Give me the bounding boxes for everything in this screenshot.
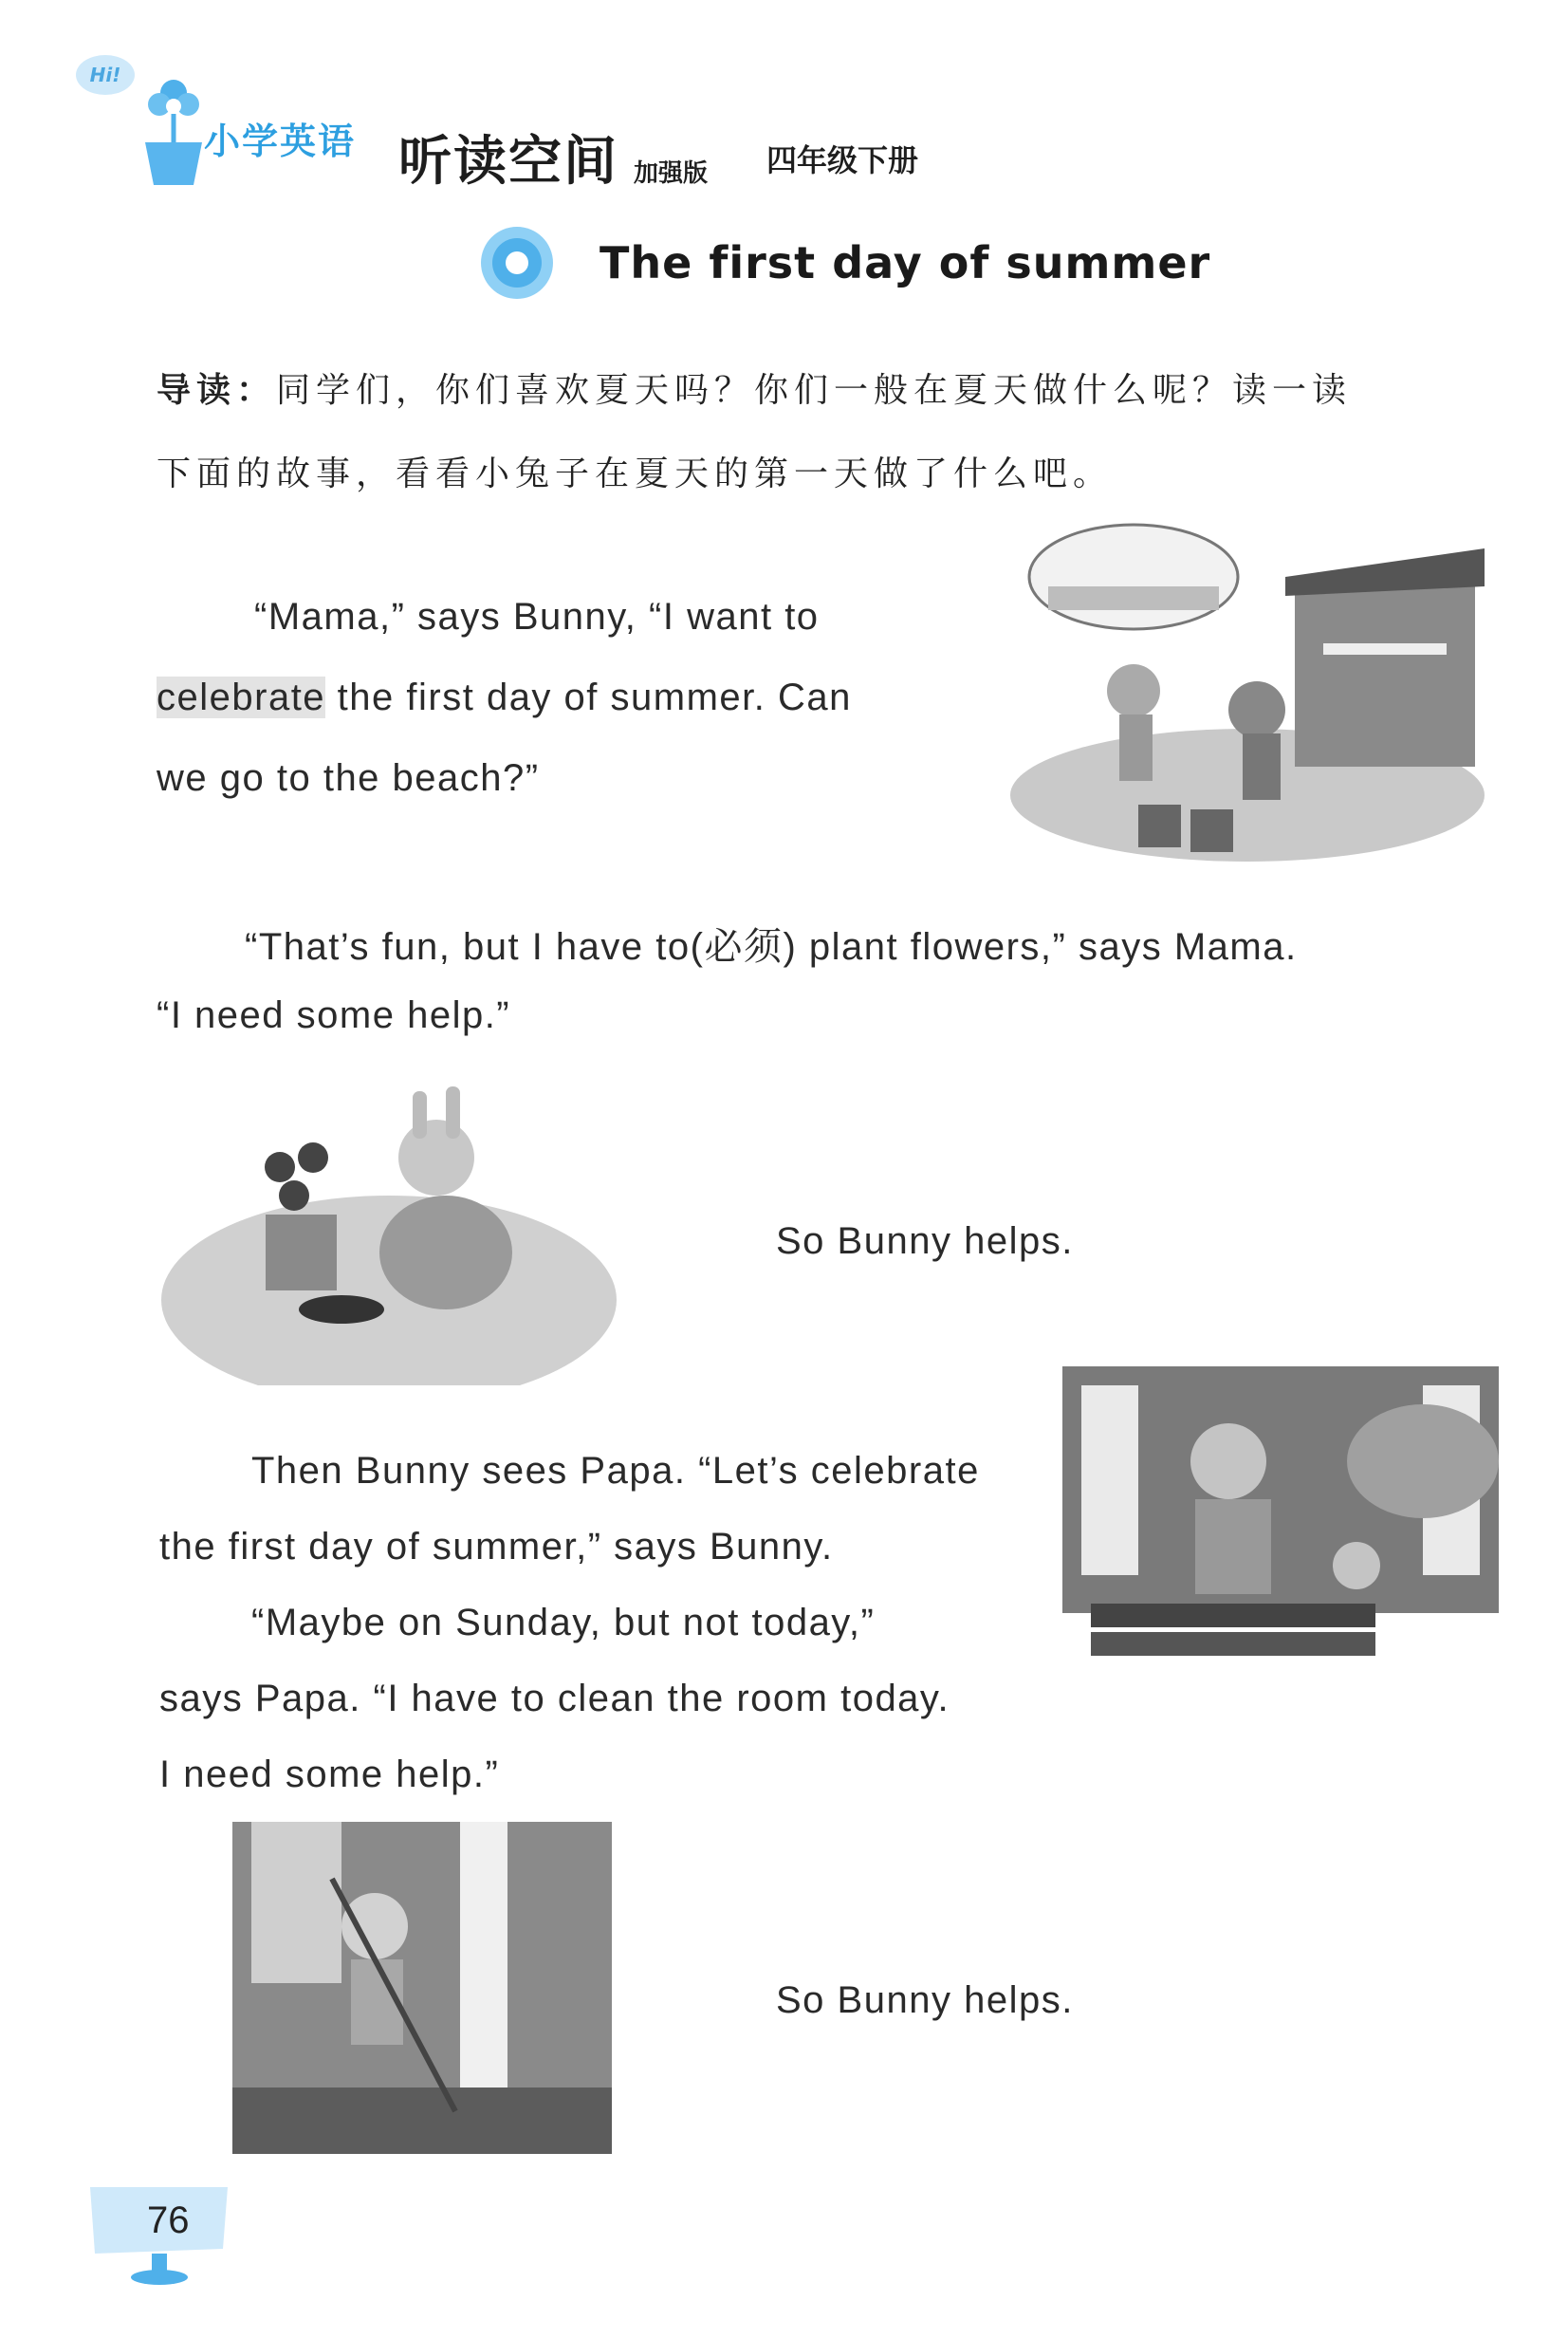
para1-line-1: “Mama,” says Bunny, “I want to [254,596,820,638]
para3-line-1: Then Bunny sees Papa. “Let’s celebrate [251,1450,980,1492]
para4-line-1: “Maybe on Sunday, but not today,” [251,1602,876,1643]
para2-line-2: “I need some help.” [157,994,511,1036]
illustration-bunny-sweeping [232,1822,612,2154]
para4-line-2: says Papa. “I have to clean the room today. [159,1678,950,1719]
para2-line-1: “That’s fun, but I have to(必须) plant flowers,” says Mama. [245,926,1298,968]
highlighted-word: celebrate [157,677,326,718]
intro-line-1: 同学们，你们喜欢夏天吗？你们一般在夏天做什么呢？读一读 [276,371,1353,410]
helps-line-1: So Bunny helps. [776,1220,1074,1262]
intro-text [157,349,1503,516]
grade-label: 四年级下册 [766,142,919,178]
book-title: 听读空间 [398,131,618,193]
para4-line-3: I need some help.” [159,1754,500,1795]
intro-label: 导读： [157,371,277,410]
helps-line-2: So Bunny helps. [776,1979,1074,2021]
para1-line-3: we go to the beach?” [157,757,540,799]
intro-line-2: 下面的故事，看看小兔子在夏天的第一天做了什么吧。 [157,455,1114,493]
para1-line-2: the first day of summer. Can [325,677,852,718]
page-number: 76 [147,2199,190,2241]
illustration-bunny-planting [161,1072,617,1385]
series-label: 小学英语 [204,121,357,162]
hi-badge: Hi! [76,55,135,95]
illustration-papa-porch [1062,1366,1499,1679]
flower-icon [474,220,560,306]
illustration-mama-bunny-house [1010,520,1485,862]
para3-line-2: the first day of summer,” says Bunny. [159,1526,834,1568]
edition-label: 加强版 [634,159,709,188]
story-title: The first day of summer [600,237,1211,288]
